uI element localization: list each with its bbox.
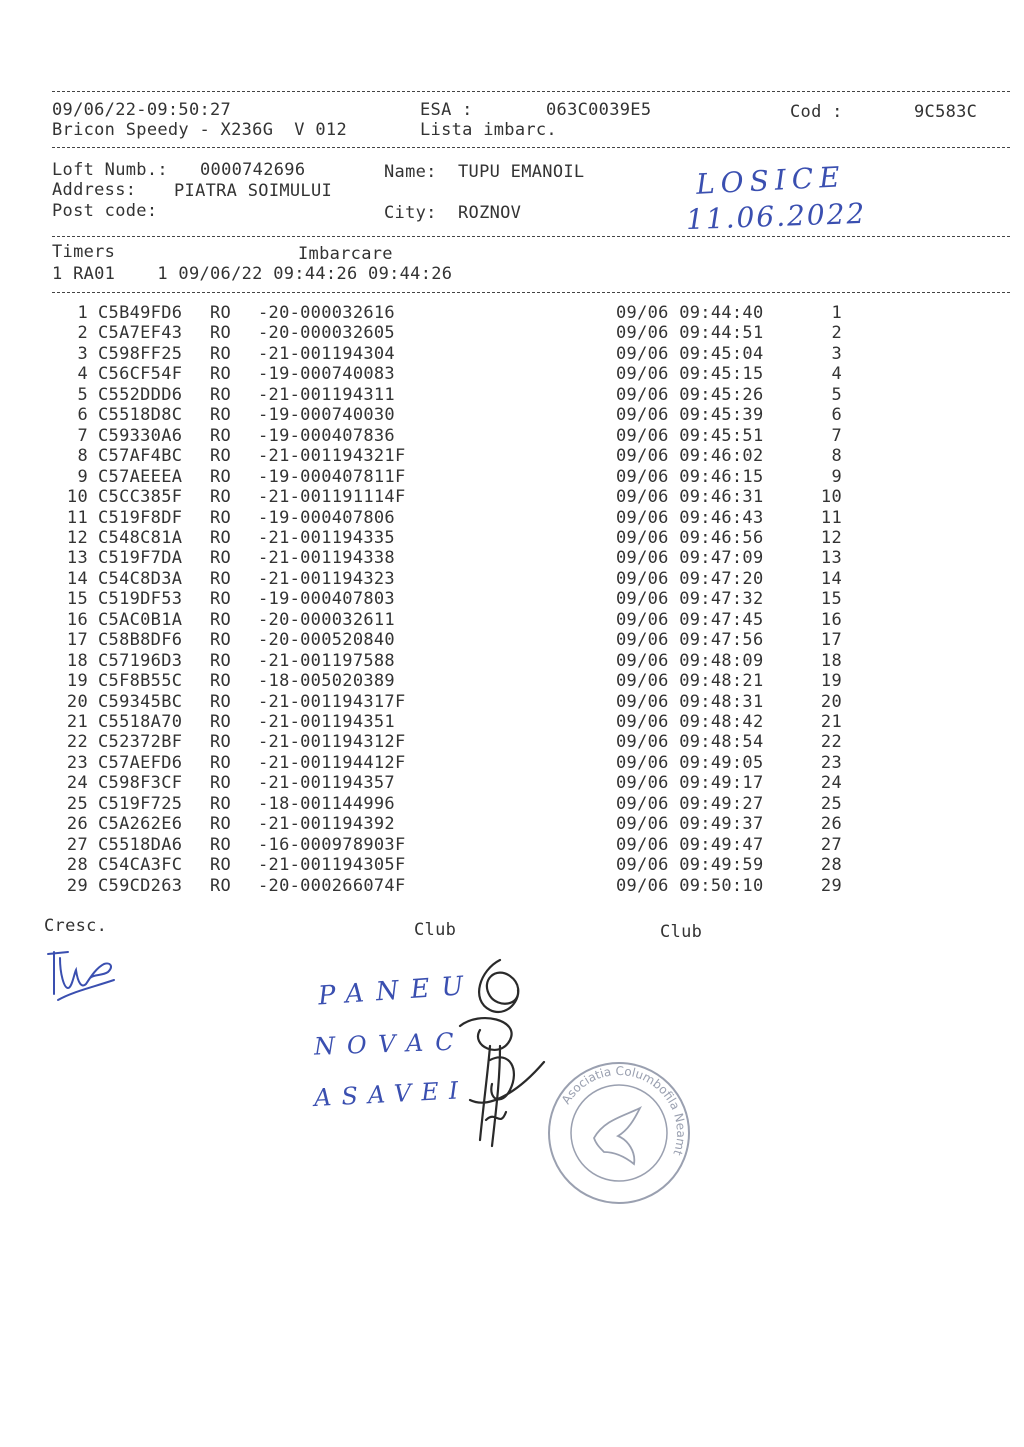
svg-text:Asociatia Columbofila Neamt [559,1064,688,1158]
list-item [0,569,1024,589]
list-item [0,876,1024,896]
entry-time: 09/06 09:47:45 [616,609,764,630]
entry-ring-number: -20-000032605 [258,323,395,344]
city-label: City: [384,203,437,223]
entry-rank: 21 [820,712,842,732]
divider-top [52,91,1010,92]
entry-ring-number: -21-001194312F [258,732,406,753]
list-item [0,814,1024,834]
entry-ring-code: C548C81A [98,527,183,548]
entry-ring-number: -19-000740083 [258,364,395,385]
divider-owner [52,236,1010,237]
entry-index: 3 [77,343,88,364]
club-label-2: Club [660,922,703,942]
entry-ring-code: C59CD263 [98,875,183,896]
club-signature-name-3: ASAVEI [313,1075,469,1113]
entry-index: 26 [66,814,88,835]
entry-rank: 13 [820,548,842,569]
entry-rank: 29 [820,875,842,896]
entry-index: 13 [66,548,88,569]
entry-ring-code: C552DDD6 [98,384,183,405]
entry-ring-code: C5CC385F [98,487,183,508]
list-item [0,446,1024,466]
list-item [0,855,1024,875]
entry-rank: 7 [831,425,842,446]
entry-ring-code: C58B8DF6 [98,630,183,651]
entry-rank: 8 [831,446,842,467]
club-signature-name-2: NOVAC [313,1027,467,1061]
handwritten-destination: LOSICE [695,160,847,201]
list-item [0,508,1024,528]
entry-time: 09/06 09:46:02 [616,446,764,467]
entry-country: RO [210,446,232,467]
entry-time: 09/06 09:49:37 [616,814,764,835]
entry-index: 17 [66,630,88,651]
entry-country: RO [210,405,232,426]
entry-time: 09/06 09:49:59 [616,855,764,876]
list-title: Lista imbarc. [420,120,557,140]
entry-country: RO [210,793,232,814]
entry-ring-code: C56CF54F [98,364,183,385]
entry-time: 09/06 09:49:47 [616,834,764,855]
entry-ring-number: -21-001194338 [258,548,395,569]
entry-ring-code: C52372BF [98,732,183,753]
club-label-1: Club [414,920,457,940]
entry-index: 11 [66,507,88,528]
entry-country: RO [210,507,232,528]
entry-index: 18 [66,650,88,671]
entry-ring-code: C59330A6 [98,425,183,446]
entry-index: 5 [77,384,88,405]
entry-country: RO [210,855,232,876]
entry-time: 09/06 09:49:05 [616,752,764,773]
entry-index: 6 [77,405,88,426]
entry-country: RO [210,834,232,855]
breeder-signature [44,944,124,1004]
entry-time: 09/06 09:45:39 [616,405,764,426]
entry-time: 09/06 09:45:26 [616,384,764,405]
entry-ring-code: C57AEEEA [98,466,183,487]
list-item [0,753,1024,773]
entry-rank: 4 [831,364,842,385]
entry-index: 24 [66,773,88,794]
list-item [0,548,1024,568]
entry-ring-code: C5F8B55C [98,671,183,692]
entry-ring-number: -21-001194357 [258,773,395,794]
entry-rank: 28 [820,855,842,876]
entry-time: 09/06 09:48:21 [616,671,764,692]
entry-index: 27 [66,834,88,855]
entry-rank: 9 [831,466,842,487]
entry-country: RO [210,773,232,794]
entry-ring-number: -21-001194392 [258,814,395,835]
entry-ring-number: -19-000407836 [258,425,395,446]
esa-value: 063C0039E5 [546,100,652,120]
entry-index: 28 [66,855,88,876]
entry-time: 09/06 09:47:09 [616,548,764,569]
entry-rank: 1 [831,303,842,323]
entry-ring-code: C59345BC [98,691,183,712]
entry-ring-code: C57AF4BC [98,446,183,467]
entry-country: RO [210,384,232,405]
entry-ring-number: -20-000520840 [258,630,395,651]
entry-ring-number: -21-001194335 [258,527,395,548]
entry-ring-number: -21-001194311 [258,384,395,405]
entry-rank: 2 [831,323,842,344]
entry-rank: 5 [831,384,842,405]
club-signature-name-1: PANEU [317,970,477,1012]
entry-ring-code: C54CA3FC [98,855,183,876]
list-item [0,528,1024,548]
list-item [0,364,1024,384]
entry-ring-number: -18-001144996 [258,793,395,814]
entry-ring-number: -21-001194351 [258,712,395,732]
entry-rank: 26 [820,814,842,835]
entry-ring-number: -20-000266074F [258,875,406,896]
address-value: PIATRA SOIMULUI [174,181,333,201]
header-datetime: 09/06/22-09:50:27 [52,100,232,120]
entry-ring-number: -21-001191114F [258,487,406,508]
entry-time: 09/06 09:45:51 [616,425,764,446]
entry-index: 29 [66,875,88,896]
list-item [0,692,1024,712]
entry-country: RO [210,609,232,630]
timers-row: 1 RA01 1 09/06/22 09:44:26 09:44:26 [52,264,453,284]
entry-time: 09/06 09:44:51 [616,323,764,344]
entry-country: RO [210,630,232,651]
entry-country: RO [210,732,232,753]
entry-time: 09/06 09:46:43 [616,507,764,528]
entry-country: RO [210,691,232,712]
entry-index: 22 [66,732,88,753]
cod-label: Cod : [790,102,843,122]
entry-country: RO [210,466,232,487]
entry-index: 16 [66,609,88,630]
list-item [0,671,1024,691]
list-item [0,610,1024,630]
entry-rank: 23 [820,752,842,773]
entry-country: RO [210,712,232,732]
entry-rank: 18 [820,650,842,671]
entry-country: RO [210,487,232,508]
entry-time: 09/06 09:48:54 [616,732,764,753]
entry-ring-number: -21-001194321F [258,446,406,467]
entry-ring-number: -21-001194305F [258,855,406,876]
entry-country: RO [210,303,232,323]
entry-index: 1 [77,303,88,323]
entry-index: 25 [66,793,88,814]
entry-rank: 6 [831,405,842,426]
entry-rank: 14 [820,568,842,589]
list-item [0,426,1024,446]
entry-time: 09/06 09:45:15 [616,364,764,385]
list-item [0,303,1024,323]
entry-index: 4 [77,364,88,385]
entry-time: 09/06 09:45:04 [616,343,764,364]
entry-time: 09/06 09:47:56 [616,630,764,651]
entry-rank: 15 [820,589,842,610]
list-item [0,773,1024,793]
list-item [0,467,1024,487]
list-item [0,385,1024,405]
entry-ring-number: -21-001194304 [258,343,395,364]
entry-time: 09/06 09:47:32 [616,589,764,610]
list-item [0,732,1024,752]
entry-rank: 19 [820,671,842,692]
entry-ring-code: C5A262E6 [98,814,183,835]
entry-time: 09/06 09:50:10 [616,875,764,896]
entry-index: 8 [77,446,88,467]
cresc-label: Cresc. [44,916,108,936]
list-item [0,630,1024,650]
address-label: Address: [52,180,137,200]
entry-time: 09/06 09:46:31 [616,487,764,508]
name-label: Name: [384,162,437,182]
entry-ring-number: -19-000407806 [258,507,395,528]
divider-header [52,147,1010,148]
entry-ring-code: C5B49FD6 [98,303,183,323]
entry-rank: 16 [820,609,842,630]
entry-time: 09/06 09:49:17 [616,773,764,794]
entry-rank: 25 [820,793,842,814]
entry-index: 23 [66,752,88,773]
entry-country: RO [210,752,232,773]
handwritten-date: 11.06.2022 [685,196,867,237]
list-item [0,794,1024,814]
entry-rank: 3 [831,343,842,364]
entry-ring-code: C57AEFD6 [98,752,183,773]
postcode-label: Post code: [52,201,158,221]
list-item [0,487,1024,507]
entry-ring-number: -19-000407811F [258,466,406,487]
entry-time: 09/06 09:48:42 [616,712,764,732]
entry-ring-number: -20-000032616 [258,303,395,323]
entry-index: 14 [66,568,88,589]
entry-country: RO [210,875,232,896]
entry-rank: 12 [820,527,842,548]
entry-country: RO [210,589,232,610]
entry-ring-code: C519F725 [98,793,183,814]
entry-ring-number: -21-001194412F [258,752,406,773]
entry-time: 09/06 09:44:40 [616,303,764,323]
loft-value: 0000742696 [200,160,306,180]
club-stamp [544,1060,694,1206]
entry-ring-number: -19-000740030 [258,405,395,426]
entry-index: 15 [66,589,88,610]
entry-rank: 11 [820,507,842,528]
entry-ring-code: C57196D3 [98,650,183,671]
entry-ring-code: C519F8DF [98,507,183,528]
club-signature [440,950,560,1160]
entry-country: RO [210,814,232,835]
entry-rank: 20 [820,691,842,712]
entry-ring-code: C598F3CF [98,773,183,794]
entry-time: 09/06 09:48:31 [616,691,764,712]
entry-country: RO [210,425,232,446]
entry-ring-number: -21-001197588 [258,650,395,671]
entry-country: RO [210,568,232,589]
entry-time: 09/06 09:46:15 [616,466,764,487]
entry-country: RO [210,671,232,692]
entry-rank: 24 [820,773,842,794]
city-value: ROZNOV [458,203,522,223]
entry-ring-code: C598FF25 [98,343,183,364]
entry-time: 09/06 09:46:56 [616,527,764,548]
list-item [0,344,1024,364]
divider-timers [52,292,1010,293]
entry-country: RO [210,343,232,364]
device-name: Bricon Speedy - X236G V 012 [52,120,347,140]
list-item [0,651,1024,671]
entry-index: 7 [77,425,88,446]
list-item [0,712,1024,732]
entry-country: RO [210,650,232,671]
entry-rank: 27 [820,834,842,855]
imbarcare-label: Imbarcare [298,244,393,264]
entry-ring-code: C5518DA6 [98,834,183,855]
stamp-text: Asociatia Columbofila Neamt [558,1063,689,1158]
entry-index: 12 [66,527,88,548]
entry-time: 09/06 09:47:20 [616,568,764,589]
entry-ring-code: C519DF53 [98,589,183,610]
list-item [0,835,1024,855]
entry-index: 2 [77,323,88,344]
cod-value: 9C583C [914,102,978,122]
entry-country: RO [210,527,232,548]
entry-ring-number: -21-001194317F [258,691,406,712]
entry-ring-number: -20-000032611 [258,609,395,630]
entry-index: 10 [66,487,88,508]
entry-ring-number: -16-000978903F [258,834,406,855]
entry-time: 09/06 09:49:27 [616,793,764,814]
entry-rank: 17 [820,630,842,651]
entry-ring-code: C5518A70 [98,712,183,732]
entry-ring-code: C5518D8C [98,405,183,426]
entry-ring-number: -18-005020389 [258,671,395,692]
entry-time: 09/06 09:48:09 [616,650,764,671]
timers-label: Timers [52,242,116,262]
list-item [0,323,1024,343]
dove-icon [594,1108,640,1164]
entry-ring-code: C519F7DA [98,548,183,569]
entry-index: 20 [66,691,88,712]
name-value: TUPU EMANOIL [458,162,585,182]
entry-country: RO [210,323,232,344]
entry-ring-code: C5AC0B1A [98,609,183,630]
entry-ring-code: C5A7EF43 [98,323,183,344]
entry-country: RO [210,364,232,385]
entry-index: 21 [66,712,88,732]
entry-index: 19 [66,671,88,692]
loft-label: Loft Numb.: [52,160,168,180]
esa-label: ESA : [420,100,473,120]
entry-ring-number: -19-000407803 [258,589,395,610]
entry-ring-code: C54C8D3A [98,568,183,589]
entry-ring-number: -21-001194323 [258,568,395,589]
entry-rank: 22 [820,732,842,753]
entry-index: 9 [77,466,88,487]
list-item [0,589,1024,609]
list-item [0,405,1024,425]
entry-country: RO [210,548,232,569]
entry-rank: 10 [820,487,842,508]
